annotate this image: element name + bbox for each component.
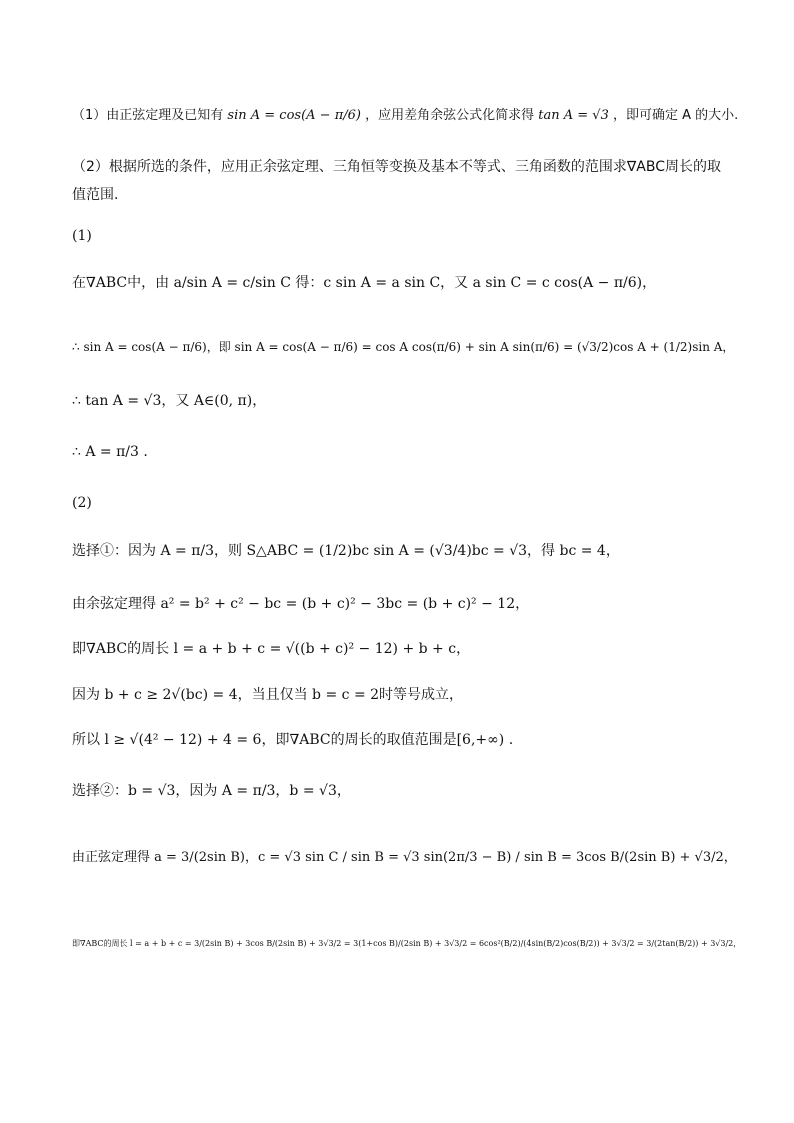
analysis-p1-mid: ，应用差角余弦公式化简求得	[365, 108, 535, 123]
analysis-p1-formula2: tan A = √3	[538, 108, 609, 123]
choice1-line-b: 由余弦定理得 a² = b² + c² − bc = (b + c)² − 3bc = (b + c)² − 12，	[72, 596, 530, 612]
solution-step-1: 在∇ABC中，由 a/sin A = c/sin C 得：c sin A = a sin C，又 a sin C = c cos(A − π/6)，	[72, 275, 657, 291]
choice1-line-e: 所以 l ≥ √(4² − 12) + 4 = 6，即∇ABC的周长的取值范围是[6,+∞) .	[72, 732, 514, 748]
choice1-line-c: 即∇ABC的周长 l = a + b + c = √((b + c)² − 12) + b + c，	[72, 641, 471, 657]
choice2-line-c: 即∇ABC的周长 l = a + b + c = 3/(2sin B) + 3cos B/(2sin B) + 3√3/2 = 3(1+cos B)/(2sin B) + 3√3/2 = 6cos²(B/2)/(4sin(B/2)cos(B/2)) + 3√3/2 = 3/(2tan(B/2)) + 3√3/2，	[72, 939, 742, 948]
analysis-p1-suffix: ，即可确定 A 的大小.	[613, 108, 739, 123]
analysis-p2-line2: 值范围.	[72, 187, 119, 203]
choice1-line-a: 选择①：因为 A = π/3，则 S△ABC = (1/2)bc sin A = (√3/4)bc = √3，得 bc = 4，	[72, 543, 620, 559]
solution-step-3: ∴ tan A = √3，又 A∈(0, π)，	[72, 393, 267, 409]
choice1-line-d: 因为 b + c ≥ 2√(bc) = 4，当且仅当 b = c = 2时等号成立，	[72, 687, 464, 703]
solution-step-4: ∴ A = π/3 .	[72, 444, 148, 460]
part2-label: (2)	[72, 495, 92, 511]
analysis-p1-prefix: （1）由正弦定理及已知有	[72, 108, 224, 123]
part1-label: (1)	[72, 228, 92, 244]
analysis-line-1	[72, 106, 738, 126]
analysis-p1-formula1: sin A = cos(A − π/6)	[227, 108, 361, 123]
choice2-line-b: 由正弦定理得 a = 3/(2sin B)，c = √3 sin C / sin B = √3 sin(2π/3 − B) / sin B = 3cos B/(2sin B) + √3/2，	[72, 850, 737, 865]
analysis-p2-line1: （2）根据所选的条件，应用正余弦定理、三角恒等变换及基本不等式、三角函数的范围求∇ABC周长的取	[72, 159, 721, 175]
solution-step-2: ∴ sin A = cos(A − π/6)，即 sin A = cos(A − π/6) = cos A cos(π/6) + sin A sin(π/6) = (√3/2)cos A + (1/2)sin A，	[72, 340, 735, 354]
choice2-line-a: 选择②：b = √3，因为 A = π/3，b = √3，	[72, 783, 351, 799]
